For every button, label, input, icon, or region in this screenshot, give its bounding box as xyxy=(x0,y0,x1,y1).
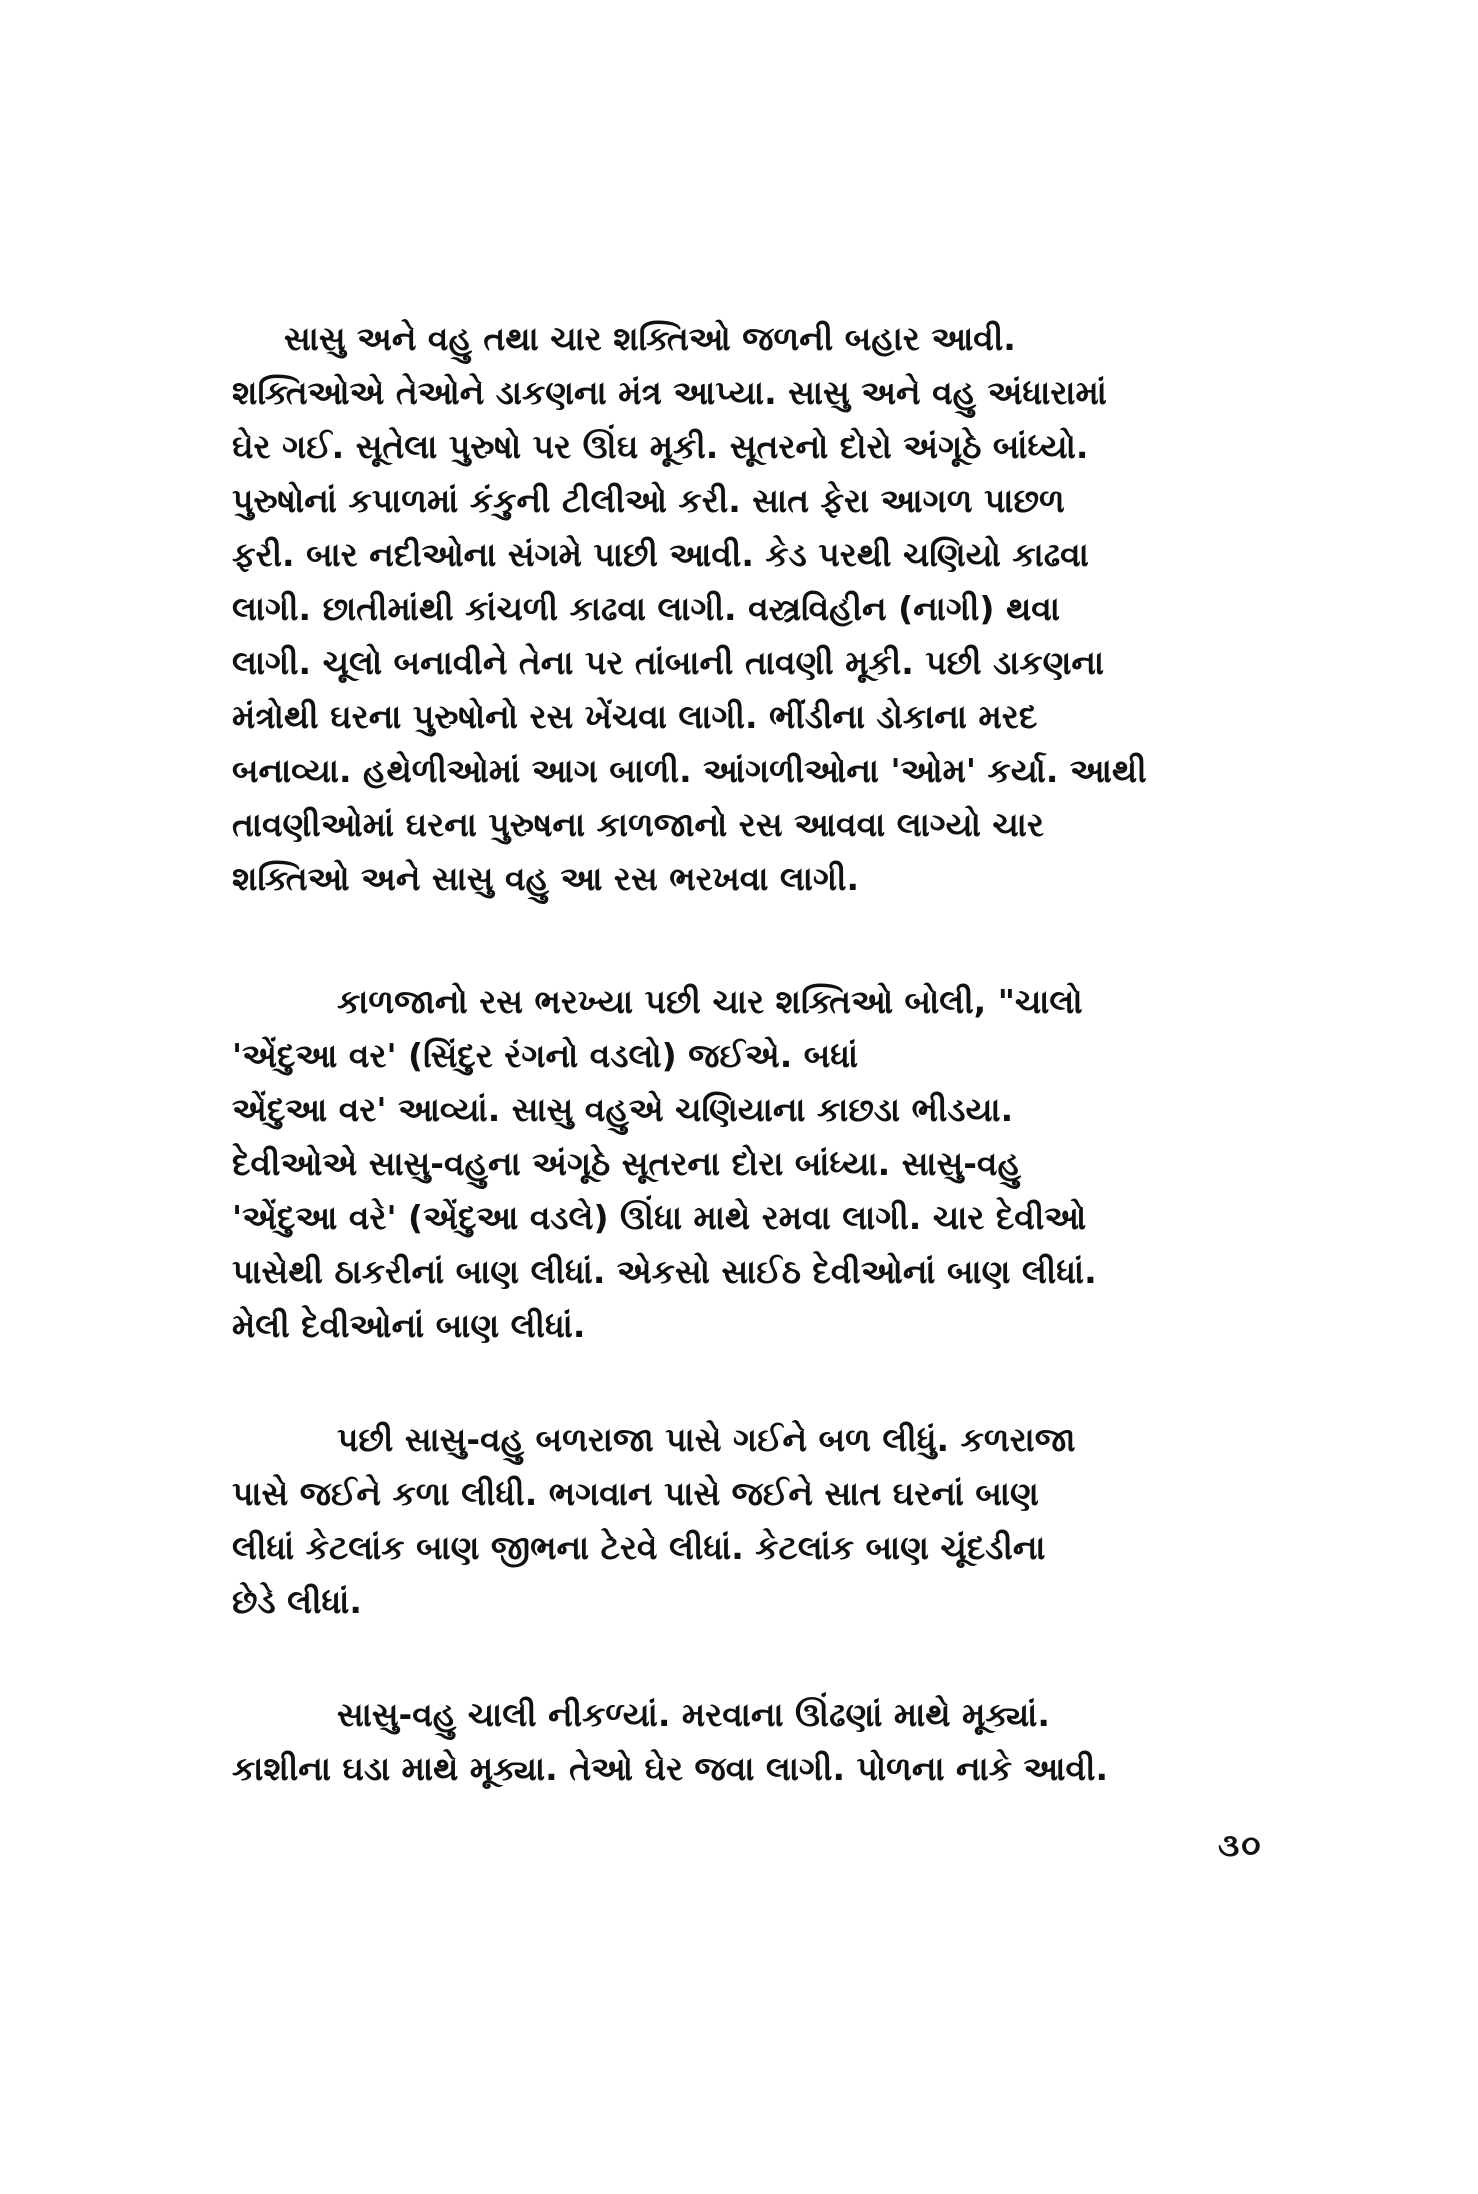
text-line: શક્તિઓએ તેઓને ડાકણના મંત્ર આપ્યા. સાસુ અને વહુ અંધારામાં xyxy=(232,373,1107,412)
text-line: સાસુ-વહુ ચાલી નીકળ્યાં. મરવાના ઊંઢણાં માથે મૂક્યાં. xyxy=(337,1695,1050,1734)
paragraph-1 xyxy=(232,312,1260,906)
paragraph-4 xyxy=(232,1688,1260,1796)
text-line: ઘેર ગઈ. સૂતેલા પુરુષો પર ઊંઘ મૂકી. સૂતરનો દોરો અંગૂઠે બાંધ્યો. xyxy=(232,427,1089,466)
text-line: લીધાં કેટલાંક બાણ જીભના ટેરવે લીધાં. કેટલાંક બાણ ચૂંદડીના xyxy=(232,1528,1046,1567)
text-line: પાસે જઈને કળા લીધી. ભગવાન પાસે જઈને સાત ઘરનાં બાણ xyxy=(232,1474,1039,1513)
paragraph-2 xyxy=(232,975,1260,1353)
text-line: એંદુઆ વર' આવ્યાં. સાસુ વહુએ ચણિયાના કાછડા ભીડયા. xyxy=(232,1090,1014,1129)
text-line: લાગી. છાતીમાંથી કાંચળી કાઢવા લાગી. વસ્ત્રવિહીન (નાગી) થવા xyxy=(232,589,1060,628)
text-line: શક્તિઓ અને સાસુ વહુ આ રસ ભરખવા લાગી. xyxy=(232,859,860,898)
text-line: બનાવ્યા. હથેળીઓમાં આગ બાળી. આંગળીઓના 'ઓમ' કર્યા. આથી xyxy=(232,751,1147,790)
text-line: ફરી. બાર નદીઓના સંગમે પાછી આવી. કેડ પરથી ચણિયો કાઢવા xyxy=(232,535,1089,574)
paragraph-3 xyxy=(232,1413,1260,1629)
text-line: 'એંદુઆ વર' (સિંદુર રંગનો વડલો) જઈએ. બધાં xyxy=(232,1036,859,1075)
page-number: ૩૦ xyxy=(1218,1826,1263,1864)
text-line: કાશીના ઘડા માથે મૂક્યા. તેઓ ઘેર જવા લાગી. પોળના નાકે આવી. xyxy=(232,1749,1109,1788)
text-line: પાસેથી ઠાકરીનાં બાણ લીધાં. એકસો સાઈઠ દેવીઓનાં બાણ લીધાં. xyxy=(232,1252,1097,1291)
text-line: કાળજાનો રસ ભરખ્યા પછી ચાર શક્તિઓ બોલી, "ચાલો xyxy=(337,982,1083,1021)
text-line: પછી સાસુ-વહુ બળરાજા પાસે ગઈને બળ લીધું. કળરાજા xyxy=(337,1420,1076,1459)
text-line: પુરુષોનાં કપાળમાં કંકુની ટીલીઓ કરી. સાત ફેરા આગળ પાછળ xyxy=(232,481,1065,520)
text-line: લાગી. ચૂલો બનાવીને તેના પર તાંબાની તાવણી મૂકી. પછી ડાકણના xyxy=(232,643,1105,682)
text-line: દેવીઓએ સાસુ-વહુના અંગૂઠે સૂતરના દોરા બાંધ્યા. સાસુ-વહુ xyxy=(232,1144,1021,1183)
text-line: સાસુ અને વહુ તથા ચાર શક્તિઓ જળની બહાર આવી. xyxy=(284,319,1016,358)
text-line: મંત્રોથી ઘરના પુરુષોનો રસ ખેંચવા લાગી. ભીંડીના ડોકાના મરદ xyxy=(232,697,1038,736)
text-line: 'એંદુઆ વરે' (એંદુઆ વડલે) ઊંધા માથે રમવા લાગી. ચાર દેવીઓ xyxy=(232,1198,1087,1237)
text-line: મેલી દેવીઓનાં બાણ લીધાં. xyxy=(232,1306,586,1345)
text-line: છેડે લીધાં. xyxy=(232,1582,362,1621)
text-line: તાવણીઓમાં ઘરના પુરુષના કાળજાનો રસ આવવા લાગ્યો ચાર xyxy=(232,805,1044,844)
